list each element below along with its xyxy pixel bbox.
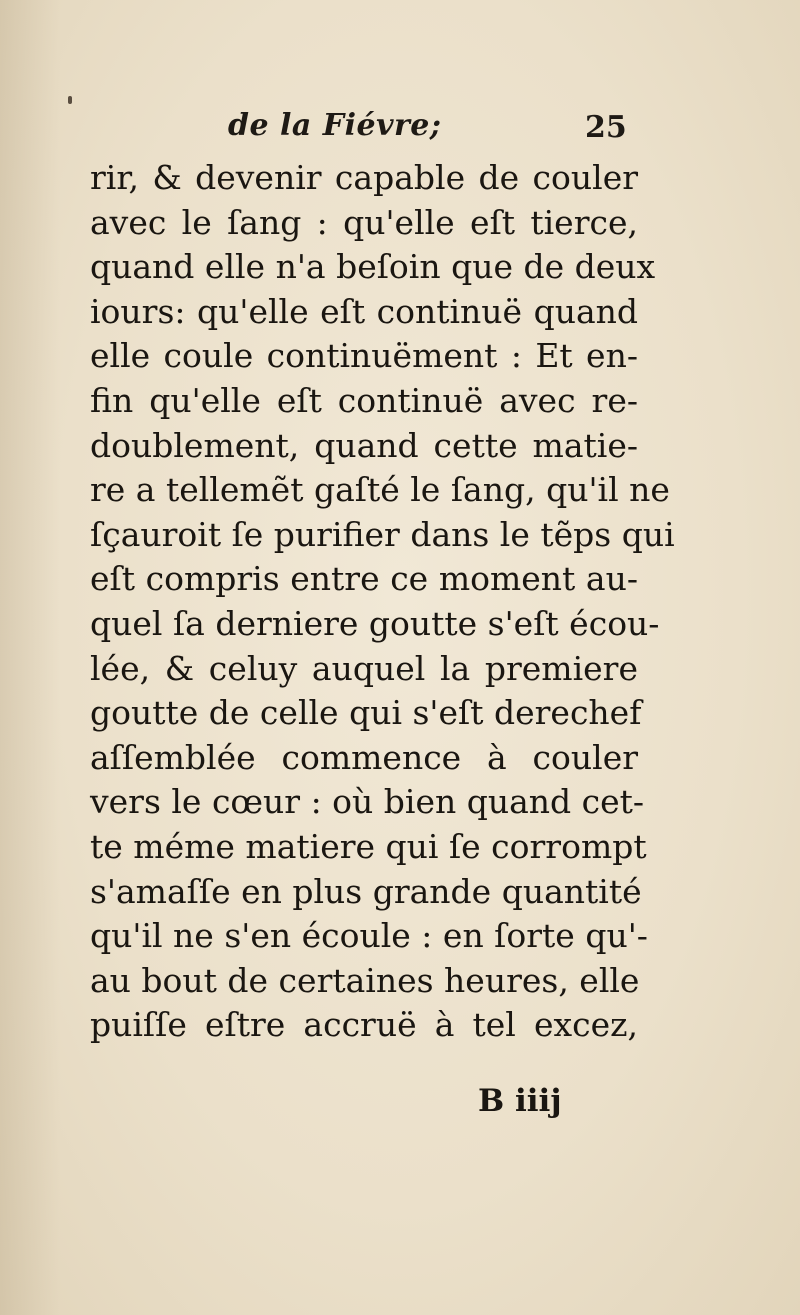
- text-line: avec le ſang : qu'elle eſt tierce,: [90, 202, 638, 242]
- text-line: re a tellemẽt gaſté le ſang, qu'il ne: [90, 470, 670, 510]
- text-line: ſçauroit ſe purifier dans le tẽps qui: [90, 514, 675, 554]
- running-head: [228, 108, 628, 158]
- text-line: lée, & celuy auquel la premiere: [90, 648, 638, 688]
- text-line: rir, & devenir capable de couler: [90, 158, 638, 197]
- text-line: aſſemblée commence à couler: [90, 737, 638, 777]
- page-number: 25: [585, 110, 627, 145]
- text-line: quand elle n'a beſoin que de deux: [90, 247, 656, 287]
- text-line: vers le cœur : où bien quand cet-: [90, 782, 645, 822]
- page-edge-shadow: [0, 0, 60, 1315]
- text-line: qu'il ne s'en écoule : en ſorte qu'-: [90, 916, 648, 956]
- text-line: puiſſe eſtre accruë à tel excez,: [90, 1005, 638, 1045]
- text-line: au bout de certaines heures, elle: [90, 960, 640, 1000]
- text-line: doublement, quand cette matie-: [90, 425, 638, 465]
- text-line: s'amaſſe en plus grande quantité: [90, 871, 642, 911]
- body-text: [90, 156, 675, 1048]
- text-line: quel ſa derniere goutte s'eſt écou-: [90, 603, 660, 643]
- text-line: te méme matiere qui ſe corrompt: [90, 826, 647, 866]
- signature-mark: B iiij: [478, 1083, 562, 1119]
- text-line: goutte de celle qui s'eſt derechef: [90, 693, 642, 733]
- text-line: elle coule continuëment : Et en-: [90, 336, 638, 376]
- text-line: eſt compris entre ce moment au-: [90, 559, 638, 599]
- running-title: de la Fiévre;: [228, 108, 442, 143]
- text-line: fin qu'elle eſt continuë avec re-: [90, 380, 638, 420]
- ink-mark: [68, 96, 72, 104]
- text-line: iours: qu'elle eſt continuë quand: [90, 291, 638, 331]
